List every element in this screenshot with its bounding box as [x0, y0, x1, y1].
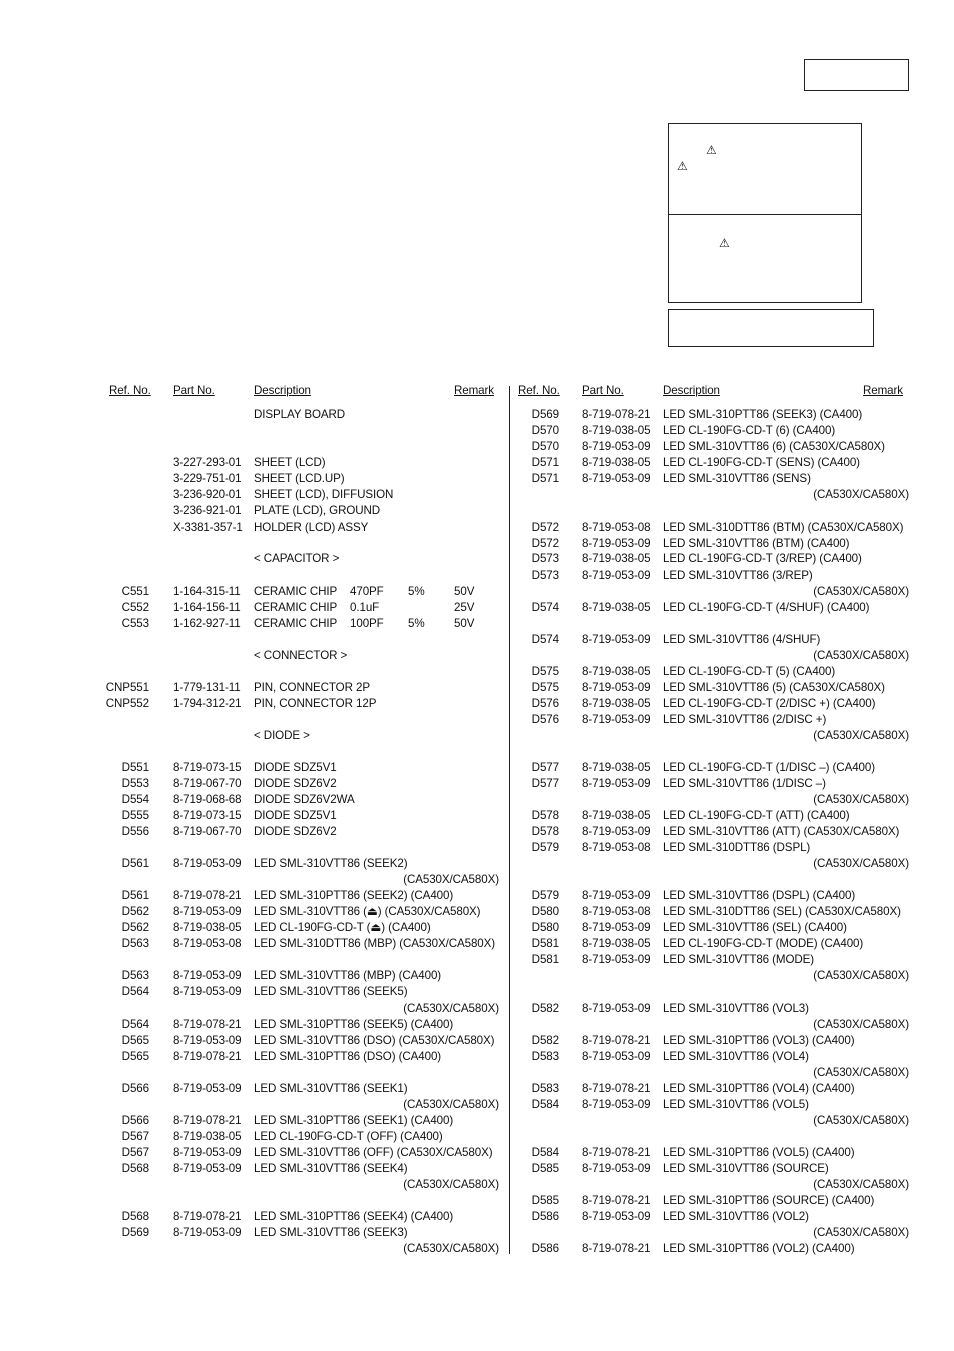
description: LED CL-190FG-CD-T (2/DISC +) (CA400): [663, 697, 876, 710]
remark-continuation: (CA530X/CA580X): [813, 1178, 909, 1191]
part-no: 8-719-038-05: [582, 937, 651, 950]
description: LED SML-310VTT86 (1/DISC –): [663, 777, 826, 790]
part-no: 8-719-078-21: [173, 1018, 242, 1031]
ref-no: D580: [531, 905, 559, 918]
ref-no: D585: [531, 1162, 559, 1175]
header-part-no: Part No.: [173, 384, 215, 397]
part-no: 8-719-053-09: [582, 472, 651, 485]
part-no: 8-719-078-21: [173, 889, 242, 902]
description: LED SML-310VTT86 (3/REP): [663, 569, 813, 582]
part-no: 8-719-053-09: [173, 1146, 242, 1159]
ref-no: C553: [121, 617, 149, 630]
description: LED SML-310VTT86 (BTM) (CA400): [663, 537, 850, 550]
part-no: 8-719-053-09: [173, 1082, 242, 1095]
ref-no: D555: [121, 809, 149, 822]
remark-continuation: (CA530X/CA580X): [403, 1002, 499, 1015]
description: LED SML-310VTT86 (SEEK3): [254, 1226, 408, 1239]
part-no: 8-719-053-09: [582, 713, 651, 726]
part-no: X-3381-357-1: [173, 521, 243, 534]
remark-continuation: (CA530X/CA580X): [403, 1242, 499, 1255]
part-no: 8-719-038-05: [582, 424, 651, 437]
part-no: 8-719-073-15: [173, 809, 242, 822]
ref-no: D563: [121, 937, 149, 950]
part-no: 8-719-053-09: [582, 569, 651, 582]
part-no: 8-719-053-09: [582, 825, 651, 838]
part-no: 8-719-053-09: [582, 681, 651, 694]
description: LED SML-310DTT86 (BTM) (CA530X/CA580X): [663, 521, 904, 534]
part-no: 1-779-131-11: [173, 681, 241, 694]
remark-continuation: (CA530X/CA580X): [813, 1066, 909, 1079]
part-no: 8-719-038-05: [582, 665, 651, 678]
ref-no: D573: [531, 552, 559, 565]
remark-continuation: (CA530X/CA580X): [813, 1114, 909, 1127]
description: LED SML-310VTT86 (SENS): [663, 472, 811, 485]
description: LED SML-310VTT86 (ATT) (CA530X/CA580X): [663, 825, 900, 838]
description: LED SML-310VTT86 (5) (CA530X/CA580X): [663, 681, 885, 694]
part-no: 8-719-038-05: [582, 601, 651, 614]
description: DIODE SDZ6V2: [254, 777, 337, 790]
description: LED SML-310VTT86 (DSPL) (CA400): [663, 889, 856, 902]
ref-no: D571: [531, 456, 559, 469]
part-no: 8-719-053-09: [582, 1050, 651, 1063]
part-no: 8-719-053-09: [173, 905, 242, 918]
part-no: 8-719-053-08: [582, 841, 651, 854]
warning-notes-box: [668, 123, 862, 303]
part-no: 1-164-315-11: [173, 585, 241, 598]
description: LED SML-310PTT86 (VOL5) (CA400): [663, 1146, 855, 1159]
description: LED SML-310VTT86 (SEEK2): [254, 857, 408, 870]
remark-continuation: (CA530X/CA580X): [813, 729, 909, 742]
part-no: 8-719-053-09: [582, 440, 651, 453]
description: < CAPACITOR >: [254, 552, 340, 565]
part-no: 8-719-053-09: [173, 969, 242, 982]
ref-no: D578: [531, 825, 559, 838]
ref-no: D553: [121, 777, 149, 790]
ref-no: D569: [531, 408, 559, 421]
description: CERAMIC CHIP: [254, 617, 338, 630]
ref-no: D563: [121, 969, 149, 982]
part-no: 8-719-053-09: [173, 857, 242, 870]
description: LED SML-310VTT86 (4/SHUF): [663, 633, 821, 646]
description: CERAMIC CHIP: [254, 601, 338, 614]
ref-no: CNP551: [105, 681, 149, 694]
ref-no: D570: [531, 424, 559, 437]
remark-continuation: (CA530X/CA580X): [813, 649, 909, 662]
part-no: 8-719-053-09: [582, 633, 651, 646]
part-no: 8-719-053-09: [582, 1210, 651, 1223]
description: HOLDER (LCD) ASSY: [254, 521, 369, 534]
description: < DIODE >: [254, 729, 310, 742]
description: < CONNECTOR >: [254, 649, 348, 662]
column-divider: [509, 386, 510, 1254]
ref-no: D556: [121, 825, 149, 838]
description: DIODE SDZ6V2: [254, 825, 337, 838]
part-no: 8-719-078-21: [173, 1114, 242, 1127]
description: LED SML-310PTT86 (SEEK2) (CA400): [254, 889, 454, 902]
ref-no: D568: [121, 1210, 149, 1223]
part-no: 8-719-053-08: [582, 521, 651, 534]
part-no: 8-719-038-05: [582, 552, 651, 565]
ref-no: D581: [531, 937, 559, 950]
description: LED CL-190FG-CD-T (3/REP) (CA400): [663, 552, 862, 565]
description: LED SML-310VTT86 (VOL5): [663, 1098, 809, 1111]
remark-continuation: (CA530X/CA580X): [813, 793, 909, 806]
part-no: 8-719-053-09: [582, 889, 651, 902]
ref-no: D565: [121, 1034, 149, 1047]
header-remark: Remark: [454, 384, 494, 397]
ref-no: D585: [531, 1194, 559, 1207]
description: LED SML-310VTT86 (VOL3): [663, 1002, 809, 1015]
remark-continuation: (CA530X/CA580X): [813, 1226, 909, 1239]
description: LED SML-310PTT86 (SOURCE) (CA400): [663, 1194, 875, 1207]
part-no: 8-719-038-05: [582, 697, 651, 710]
description: LED SML-310VTT86 (VOL2): [663, 1210, 809, 1223]
description: SHEET (LCD): [254, 456, 326, 469]
description: LED SML-310DTT86 (DSPL): [663, 841, 811, 854]
part-no: 8-719-038-05: [582, 456, 651, 469]
ref-no: D564: [121, 1018, 149, 1031]
ref-no: D567: [121, 1130, 149, 1143]
description: DIODE SDZ5V1: [254, 809, 337, 822]
part-no: 8-719-038-05: [582, 761, 651, 774]
description: PIN, CONNECTOR 2P: [254, 681, 370, 694]
description: LED CL-190FG-CD-T (⏏) (CA400): [254, 921, 431, 934]
description: LED SML-310VTT86 (VOL4): [663, 1050, 809, 1063]
ref-no: D561: [121, 889, 149, 902]
part-no: 8-719-053-08: [582, 905, 651, 918]
ref-no: D578: [531, 809, 559, 822]
description: LED SML-310VTT86 (SEEK4): [254, 1162, 408, 1175]
ref-no: D581: [531, 953, 559, 966]
notes-box: [668, 309, 874, 347]
ref-no: D576: [531, 713, 559, 726]
page-number-box: [804, 59, 909, 91]
ref-no: D584: [531, 1098, 559, 1111]
ref-no: D567: [121, 1146, 149, 1159]
part-no: 1-164-156-11: [173, 601, 241, 614]
part-no: 8-719-053-09: [582, 777, 651, 790]
description: LED SML-310VTT86 (SEEK5): [254, 985, 408, 998]
part-no: 8-719-078-21: [173, 1050, 242, 1063]
part-no: 8-719-068-68: [173, 793, 242, 806]
description: LED SML-310VTT86 (SOURCE): [663, 1162, 829, 1175]
part-no: 3-229-751-01: [173, 472, 242, 485]
warning-triangle-icon: ⚠: [677, 159, 688, 173]
description: CERAMIC CHIP: [254, 585, 338, 598]
description: DIODE SDZ5V1: [254, 761, 337, 774]
part-no: 8-719-038-05: [582, 809, 651, 822]
description: LED SML-310PTT86 (VOL4) (CA400): [663, 1082, 855, 1095]
part-no: 8-719-053-09: [173, 1162, 242, 1175]
ref-no: D551: [121, 761, 149, 774]
part-no: 3-236-920-01: [173, 488, 242, 501]
remark-continuation: (CA530X/CA580X): [813, 1018, 909, 1031]
ref-no: D586: [531, 1242, 559, 1255]
warning-triangle-icon: ⚠: [706, 143, 717, 157]
capacitor-tolerance: 5%: [408, 617, 425, 630]
description: LED CL-190FG-CD-T (ATT) (CA400): [663, 809, 850, 822]
remark-continuation: (CA530X/CA580X): [813, 969, 909, 982]
part-no: 8-719-067-70: [173, 777, 242, 790]
description: LED SML-310DTT86 (MBP) (CA530X/CA580X): [254, 937, 496, 950]
header-ref-no: Ref. No.: [518, 384, 560, 397]
description: LED CL-190FG-CD-T (OFF) (CA400): [254, 1130, 443, 1143]
part-no: 8-719-078-21: [582, 1242, 651, 1255]
description: LED SML-310VTT86 (SEL) (CA400): [663, 921, 847, 934]
capacitor-voltage: 50V: [454, 585, 475, 598]
part-no: 8-719-078-21: [582, 1082, 651, 1095]
part-no: 8-719-053-09: [582, 1002, 651, 1015]
ref-no: D554: [121, 793, 149, 806]
header-remark: Remark: [863, 384, 903, 397]
description: LED SML-310VTT86 (DSO) (CA530X/CA580X): [254, 1034, 495, 1047]
ref-no: D566: [121, 1114, 149, 1127]
ref-no: D577: [531, 761, 559, 774]
capacitor-value: 100PF: [350, 617, 384, 630]
description: LED CL-190FG-CD-T (4/SHUF) (CA400): [663, 601, 870, 614]
ref-no: D570: [531, 440, 559, 453]
part-no: 3-236-921-01: [173, 504, 242, 517]
ref-no: D580: [531, 921, 559, 934]
ref-no: D582: [531, 1002, 559, 1015]
ref-no: D576: [531, 697, 559, 710]
header-part-no: Part No.: [582, 384, 624, 397]
part-no: 8-719-053-09: [582, 953, 651, 966]
ref-no: D583: [531, 1082, 559, 1095]
part-no: 3-227-293-01: [173, 456, 242, 469]
part-no: 1-794-312-21: [173, 697, 242, 710]
description: LED CL-190FG-CD-T (MODE) (CA400): [663, 937, 864, 950]
description: LED SML-310PTT86 (DSO) (CA400): [254, 1050, 442, 1063]
part-no: 8-719-053-09: [582, 1162, 651, 1175]
description: LED SML-310VTT86 (SEEK1): [254, 1082, 408, 1095]
description: PLATE (LCD), GROUND: [254, 504, 381, 517]
capacitor-voltage: 25V: [454, 601, 475, 614]
remark-continuation: (CA530X/CA580X): [403, 1098, 499, 1111]
part-no: 8-719-038-05: [173, 1130, 242, 1143]
ref-no: D572: [531, 521, 559, 534]
ref-no: C551: [121, 585, 149, 598]
description: LED SML-310VTT86 (2/DISC +): [663, 713, 827, 726]
part-no: 8-719-078-21: [173, 1210, 242, 1223]
description: LED CL-190FG-CD-T (1/DISC –) (CA400): [663, 761, 876, 774]
part-no: 8-719-053-09: [582, 921, 651, 934]
part-no: 1-162-927-11: [173, 617, 241, 630]
warning-box-divider: [669, 214, 861, 215]
header-description: Description: [254, 384, 311, 397]
part-no: 8-719-078-21: [582, 1034, 651, 1047]
capacitor-tolerance: 5%: [408, 585, 425, 598]
part-no: 8-719-078-21: [582, 408, 651, 421]
remark-continuation: (CA530X/CA580X): [813, 585, 909, 598]
ref-no: D573: [531, 569, 559, 582]
ref-no: D582: [531, 1034, 559, 1047]
part-no: 8-719-078-21: [582, 1194, 651, 1207]
ref-no: D584: [531, 1146, 559, 1159]
description: LED CL-190FG-CD-T (SENS) (CA400): [663, 456, 860, 469]
ref-no: CNP552: [105, 697, 149, 710]
ref-no: D572: [531, 537, 559, 550]
capacitor-value: 0.1uF: [350, 601, 380, 614]
ref-no: D561: [121, 857, 149, 870]
description: LED SML-310VTT86 (MODE): [663, 953, 815, 966]
ref-no: D586: [531, 1210, 559, 1223]
ref-no: D577: [531, 777, 559, 790]
description: SHEET (LCD.UP): [254, 472, 345, 485]
description: LED SML-310VTT86 (6) (CA530X/CA580X): [663, 440, 885, 453]
part-no: 8-719-053-09: [582, 537, 651, 550]
description: PIN, CONNECTOR 12P: [254, 697, 377, 710]
ref-no: D564: [121, 985, 149, 998]
description: LED SML-310PTT86 (SEEK3) (CA400): [663, 408, 863, 421]
description: LED SML-310PTT86 (VOL3) (CA400): [663, 1034, 855, 1047]
part-no: 8-719-053-09: [173, 985, 242, 998]
part-no: 8-719-073-15: [173, 761, 242, 774]
ref-no: D566: [121, 1082, 149, 1095]
part-no: 8-719-038-05: [173, 921, 242, 934]
description: SHEET (LCD), DIFFUSION: [254, 488, 394, 501]
ref-no: D579: [531, 889, 559, 902]
ref-no: D562: [121, 905, 149, 918]
capacitor-voltage: 50V: [454, 617, 475, 630]
part-no: 8-719-053-09: [173, 1034, 242, 1047]
description: LED SML-310VTT86 (MBP) (CA400): [254, 969, 442, 982]
remark-continuation: (CA530X/CA580X): [403, 1178, 499, 1191]
description: LED SML-310VTT86 (⏏) (CA530X/CA580X): [254, 905, 481, 918]
ref-no: D568: [121, 1162, 149, 1175]
ref-no: D579: [531, 841, 559, 854]
part-no: 8-719-053-08: [173, 937, 242, 950]
description: LED SML-310DTT86 (SEL) (CA530X/CA580X): [663, 905, 901, 918]
part-no: 8-719-078-21: [582, 1146, 651, 1159]
description: LED SML-310PTT86 (SEEK1) (CA400): [254, 1114, 454, 1127]
ref-no: D575: [531, 665, 559, 678]
part-no: 8-719-053-09: [582, 1098, 651, 1111]
ref-no: C552: [121, 601, 149, 614]
remark-continuation: (CA530X/CA580X): [403, 873, 499, 886]
description: LED SML-310PTT86 (VOL2) (CA400): [663, 1242, 855, 1255]
header-ref-no: Ref. No.: [109, 384, 151, 397]
header-description: Description: [663, 384, 720, 397]
ref-no: D575: [531, 681, 559, 694]
description: DIODE SDZ6V2WA: [254, 793, 355, 806]
capacitor-value: 470PF: [350, 585, 384, 598]
ref-no: D583: [531, 1050, 559, 1063]
ref-no: D562: [121, 921, 149, 934]
part-no: 8-719-053-09: [173, 1226, 242, 1239]
ref-no: D571: [531, 472, 559, 485]
description: LED CL-190FG-CD-T (6) (CA400): [663, 424, 836, 437]
remark-continuation: (CA530X/CA580X): [813, 857, 909, 870]
description: LED SML-310PTT86 (SEEK4) (CA400): [254, 1210, 454, 1223]
ref-no: D565: [121, 1050, 149, 1063]
ref-no: D574: [531, 601, 559, 614]
description: LED SML-310VTT86 (OFF) (CA530X/CA580X): [254, 1146, 493, 1159]
ref-no: D569: [121, 1226, 149, 1239]
remark-continuation: (CA530X/CA580X): [813, 488, 909, 501]
warning-triangle-icon: ⚠: [719, 236, 730, 250]
description: LED CL-190FG-CD-T (5) (CA400): [663, 665, 836, 678]
description: DISPLAY BOARD: [254, 408, 346, 421]
ref-no: D574: [531, 633, 559, 646]
description: LED SML-310PTT86 (SEEK5) (CA400): [254, 1018, 454, 1031]
part-no: 8-719-067-70: [173, 825, 242, 838]
